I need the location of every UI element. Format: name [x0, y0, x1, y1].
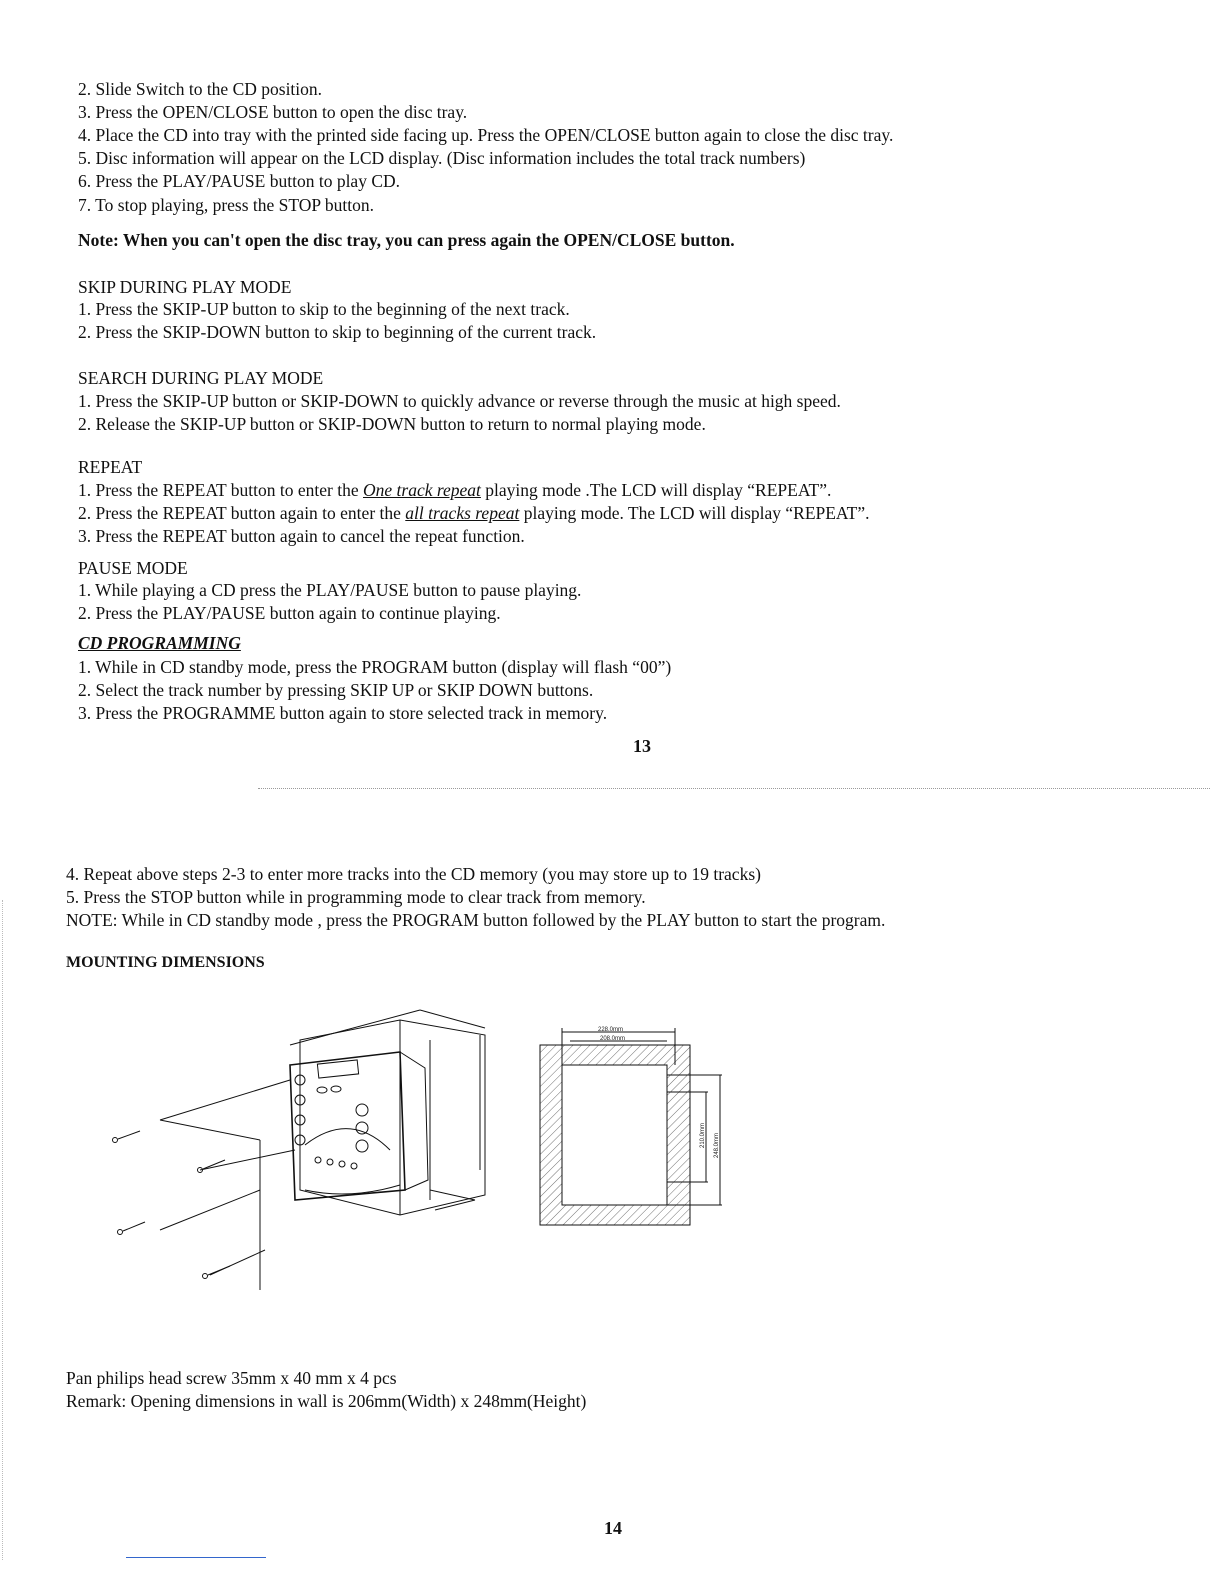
opening-dimension-diagram: [530, 1020, 730, 1250]
repeat-item-3: 3. Press the REPEAT button again to cancel the repeat function.: [78, 526, 525, 546]
skip-item-1: 1. Press the SKIP-UP button to skip to the beginning of the next track.: [78, 299, 570, 319]
page-separator: [258, 788, 1210, 789]
repeat-item-2-mode: all tracks repeat: [405, 503, 520, 523]
repeat-item-2-post: playing mode. The LCD will display “REPEAT”.: [519, 503, 870, 523]
dim-right-outer: 248.0mm: [714, 1132, 720, 1158]
step-3: 3. Press the OPEN/CLOSE button to open the disc tray.: [78, 102, 468, 122]
dim-top-inner: 208.0mm: [600, 1036, 626, 1042]
program-item-4: 4. Repeat above steps 2-3 to enter more tracks into the CD memory (you may store up to 19 tracks): [66, 864, 761, 884]
opening-remark: Remark: Opening dimensions in wall is 206mm(Width) x 248mm(Height): [66, 1391, 587, 1411]
repeat-item-1-post: playing mode .The LCD will display “REPEAT”.: [480, 480, 832, 500]
note-label: Note:: [78, 230, 119, 250]
screw-spec: Pan philips head screw 35mm x 40 mm x 4 pcs: [66, 1368, 397, 1388]
step-5: 5. Disc information will appear on the LCD display. (Disc information includes the total track numbers): [78, 148, 806, 168]
skip-heading: SKIP DURING PLAY MODE: [78, 277, 292, 297]
pause-heading: PAUSE MODE: [78, 558, 188, 578]
note-line: [78, 229, 735, 251]
step-4: 4. Place the CD into tray with the printed side facing up. Press the OPEN/CLOSE button again to close the disc tray.: [78, 125, 894, 145]
skip-item-2: 2. Press the SKIP-DOWN button to skip to beginning of the current track.: [78, 322, 597, 342]
page-number-14: 14: [604, 1518, 622, 1538]
search-item-1: 1. Press the SKIP-UP button or SKIP-DOWN to quickly advance or reverse through the music at high speed.: [78, 391, 841, 411]
search-heading: SEARCH DURING PLAY MODE: [78, 368, 324, 388]
dim-top-outer: 228.0mm: [598, 1027, 624, 1033]
repeat-heading: REPEAT: [78, 457, 143, 477]
repeat-item-1: [78, 479, 831, 501]
program-item-1: 1. While in CD standby mode, press the PROGRAM button (display will flash “00”): [78, 657, 672, 677]
repeat-item-1-mode: One track repeat: [363, 480, 481, 500]
dim-right-inner: 210.0mm: [700, 1122, 706, 1148]
repeat-item-2-pre: 2. Press the REPEAT button again to enter the: [78, 503, 406, 523]
step-7: 7. To stop playing, press the STOP button.: [78, 195, 374, 215]
scan-edge: [2, 900, 3, 1560]
pause-item-2: 2. Press the PLAY/PAUSE button again to continue playing.: [78, 603, 501, 623]
program-item-3: 3. Press the PROGRAMME button again to store selected track in memory.: [78, 703, 608, 723]
search-item-2: 2. Release the SKIP-UP button or SKIP-DOWN button to return to normal playing mode.: [78, 414, 706, 434]
program-note: NOTE: While in CD standby mode , press the PROGRAM button followed by the PLAY button to start the program.: [66, 910, 886, 930]
footer-rule: [126, 1557, 266, 1558]
repeat-item-1-pre: 1. Press the REPEAT button to enter the: [78, 480, 363, 500]
pause-item-1: 1. While playing a CD press the PLAY/PAUSE button to pause playing.: [78, 580, 582, 600]
program-heading: CD PROGRAMMING: [78, 633, 241, 653]
program-item-2: 2. Select the track number by pressing SKIP UP or SKIP DOWN buttons.: [78, 680, 594, 700]
repeat-item-2: [78, 502, 869, 524]
step-6: 6. Press the PLAY/PAUSE button to play CD.: [78, 171, 401, 191]
note-text: When you can't open the disc tray, you can press again the OPEN/CLOSE button.: [118, 230, 735, 250]
page-number-13: 13: [633, 736, 651, 756]
mounting-illustration: [100, 1000, 520, 1300]
program-item-5: 5. Press the STOP button while in programming mode to clear track from memory.: [66, 887, 646, 907]
mounting-heading: MOUNTING DIMENSIONS: [66, 954, 265, 971]
step-2: 2. Slide Switch to the CD position.: [78, 79, 323, 99]
